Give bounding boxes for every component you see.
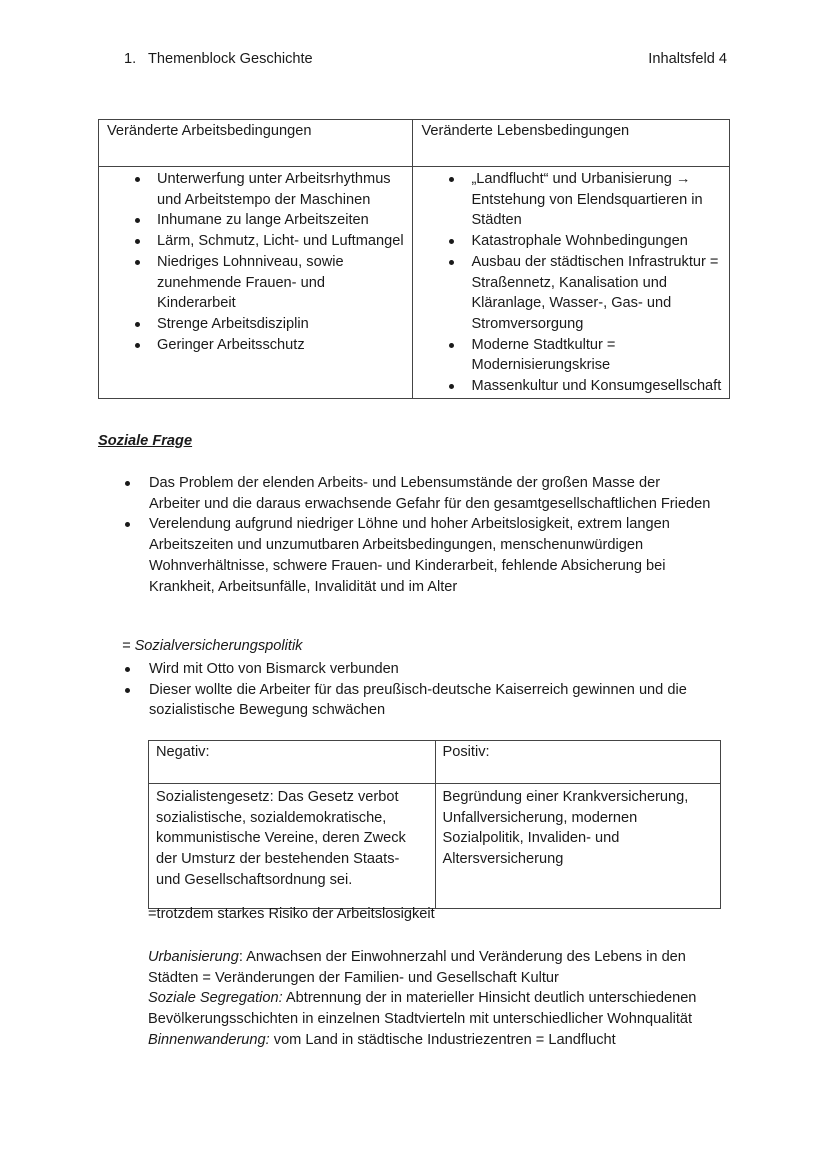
definition-urbanisierung [148,947,738,988]
work-conditions-cell [99,167,413,399]
list-item: Wird mit Otto von Bismarck verbunden [122,659,712,680]
list-item: Strenge Arbeitsdisziplin [105,314,406,335]
list-item: Geringer Arbeitsschutz [105,335,406,356]
definition-term: Soziale Segregation: [148,990,283,1007]
living-conditions-cell [413,167,730,399]
section-number: 1. [124,51,137,67]
soziale-frage-heading: Soziale Frage [98,433,193,449]
pros-cons-header-row [149,741,721,784]
list-item: Moderne Stadtkultur = Modernisierungskrise [419,335,723,376]
negative-cell: Sozialistengesetz: Das Gesetz verbot sozialistische, sozialdemokratische, kommunistische Vereine, deren Zweck der Umsturz der bestehenden Staats- und Gesellschaftsordnung sei. [149,784,436,909]
sozialversicherung-list [122,659,712,721]
positive-cell: Begründung einer Krankversicherung, Unfallversicherung, modernen Sozialpolitik, Invaliden- und Altersversicherung [435,784,720,909]
definition-term: Urbanisierung [148,949,239,965]
list-item: Ausbau der städtischen Infrastruktur = Straßennetz, Kanalisation und Kläranlage, Wasser-, Gas- und Stromversorgung [419,252,723,335]
list-item: Lärm, Schmutz, Licht- und Luftmangel [105,231,406,252]
list-item: Verelendung aufgrund niedriger Löhne und hoher Arbeitslosigkeit, extrem langen Arbeitszeiten und unzumutbaren Arbeitsbedingungen, menschenunwürdigen Wohnverhältnisse, schwere Frauen- und Kinderarbeit, fehlende Absicherung bei Krankheit, Arbeitsunfälle, Invalidität und im Alter [122,514,712,597]
pros-cons-table [148,740,721,909]
definition-binnenwanderung [148,1030,738,1051]
list-item: Unterwerfung unter Arbeitsrhythmus und Arbeitstempo der Maschinen [105,169,406,210]
living-conditions-header: Veränderte Lebensbedingungen [413,120,730,167]
list-item: Das Problem der elenden Arbeits- und Lebensumstände der großen Masse der Arbeiter und die daraus erwachsende Gefahr für den gesamtgesellschaftlichen Frieden [122,473,712,514]
section-title: Themenblock Geschichte [148,51,313,67]
definition-text: : Anwachsen der Einwohnerzahl und Veränderung des Lebens in den Städten = Veränderungen der Familien- und Gesellschaft Kultur [148,949,686,986]
living-conditions-list [419,169,723,397]
list-item: Niedriges Lohnniveau, sowie zunehmende Frauen- und Kinderarbeit [105,252,406,314]
definition-text: vom Land in städtische Industriezentren = Landflucht [269,1031,616,1048]
conditions-table [98,119,730,399]
soziale-frage-list [122,473,712,597]
list-item: Katastrophale Wohnbedingungen [419,231,723,252]
definition-term: Binnenwanderung: [148,1031,270,1048]
work-conditions-header: Veränderte Arbeitsbedingungen [99,120,413,167]
definitions-block [148,947,738,1051]
list-item: Massenkultur und Konsumgesellschaft [419,376,723,397]
conditions-table-body-row [99,167,730,399]
definition-text: Abtrennung der in materieller Hinsicht deutlich unterschiedenen Bevölkerungsschichten in einzelnen Stadtvierteln mit unterschiedlicher Wohnqualität [148,990,697,1028]
negative-header: Negativ: [149,741,436,784]
pros-cons-body-row [149,784,721,909]
positive-header: Positiv: [435,741,720,784]
conditions-table-header-row [99,120,730,167]
sozialversicherung-heading: = Sozialversicherungspolitik [122,638,303,654]
work-conditions-list [105,169,406,355]
list-item: Dieser wollte die Arbeiter für das preußisch-deutsche Kaiserreich gewinnen und die sozialistische Bewegung schwächen [122,680,712,721]
definition-segregation [148,988,738,1029]
risk-note: =trotzdem starkes Risiko der Arbeitslosigkeit [148,906,435,922]
list-item: Inhumane zu lange Arbeitszeiten [105,210,406,231]
list-item: „Landflucht“ und Urbanisierung → Entstehung von Elendsquartieren in Städten [419,169,723,231]
page-header-left [124,51,313,67]
page-header-right: Inhaltsfeld 4 [648,51,727,67]
